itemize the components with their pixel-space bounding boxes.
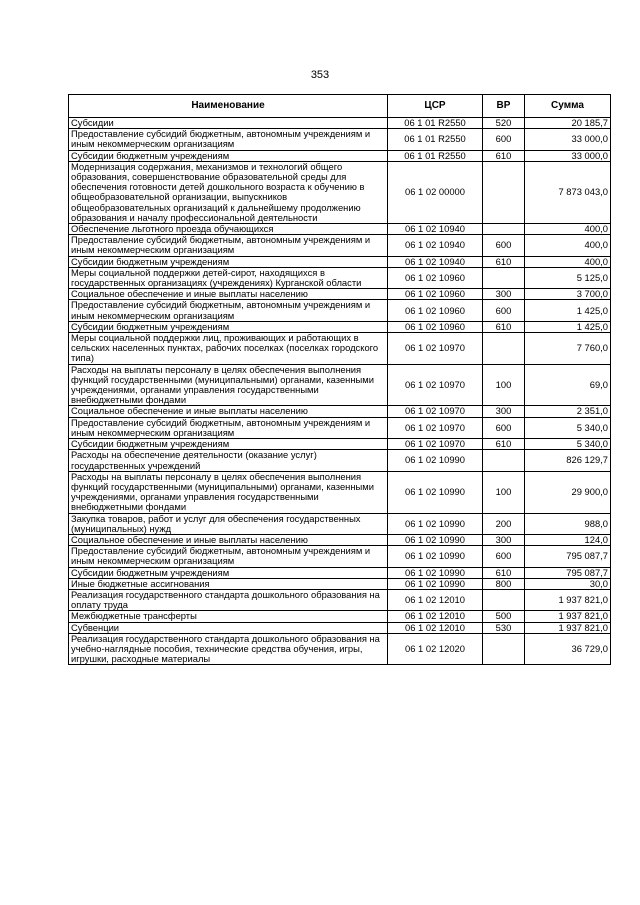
row-sum: 1 425,0: [525, 300, 611, 321]
table-row: [69, 129, 611, 150]
row-vr: 600: [483, 417, 525, 438]
row-vr: [483, 224, 525, 235]
row-name: Меры социальной поддержки детей-сирот, находящихся в государственных организациях (учреждениях) Курганской области: [69, 267, 388, 288]
row-name: Субсидии бюджетным учреждениям: [69, 150, 388, 161]
table-row: [69, 578, 611, 589]
row-vr: 300: [483, 406, 525, 417]
row-name: Субсидии бюджетным учреждениям: [69, 321, 388, 332]
row-csr: 06 1 02 10970: [388, 439, 483, 450]
row-vr: [483, 333, 525, 365]
row-name: Социальное обеспечение и иные выплаты населению: [69, 534, 388, 545]
row-vr: 800: [483, 578, 525, 589]
table-row: [69, 471, 611, 513]
row-csr: 06 1 02 10960: [388, 289, 483, 300]
row-sum: 124,0: [525, 534, 611, 545]
table-row: [69, 633, 611, 665]
row-csr: 06 1 01 R2550: [388, 129, 483, 150]
row-sum: 400,0: [525, 224, 611, 235]
row-vr: [483, 633, 525, 665]
row-sum: 988,0: [525, 513, 611, 534]
row-csr: 06 1 02 12010: [388, 589, 483, 610]
row-sum: 1 937 821,0: [525, 589, 611, 610]
table-row: [69, 567, 611, 578]
row-csr: 06 1 01 R2550: [388, 118, 483, 129]
row-csr: 06 1 02 10990: [388, 450, 483, 471]
table-row: [69, 611, 611, 622]
row-vr: 100: [483, 471, 525, 513]
row-vr: [483, 161, 525, 223]
row-csr: 06 1 02 12010: [388, 622, 483, 633]
row-name: Расходы на обеспечение деятельности (оказание услуг) государственных учреждений: [69, 450, 388, 471]
row-name: Обеспечение льготного проезда обучающихся: [69, 224, 388, 235]
row-csr: 06 1 02 10960: [388, 300, 483, 321]
row-csr: 06 1 02 10960: [388, 321, 483, 332]
row-csr: 06 1 01 R2550: [388, 150, 483, 161]
row-csr: 06 1 02 10940: [388, 235, 483, 256]
row-csr: 06 1 02 10990: [388, 471, 483, 513]
row-sum: 29 900,0: [525, 471, 611, 513]
table-row: [69, 406, 611, 417]
table-row: [69, 534, 611, 545]
table-row: [69, 150, 611, 161]
table-row: [69, 417, 611, 438]
row-csr: 06 1 02 10960: [388, 267, 483, 288]
row-sum: 5 125,0: [525, 267, 611, 288]
row-vr: 100: [483, 364, 525, 406]
row-name: Реализация государственного стандарта дошкольного образования на оплату труда: [69, 589, 388, 610]
header-sum: Сумма: [525, 95, 611, 118]
row-sum: 1 937 821,0: [525, 611, 611, 622]
row-vr: [483, 450, 525, 471]
row-name: Предоставление субсидий бюджетным, автономным учреждениям и иным некоммерческим организациям: [69, 417, 388, 438]
row-name: Предоставление субсидий бюджетным, автономным учреждениям и иным некоммерческим организациям: [69, 235, 388, 256]
page-number: 353: [310, 69, 330, 81]
row-name: Расходы на выплаты персоналу в целях обеспечения выполнения функций государственными (муниципальными) органами, казенными учреждениями, органами управления государственными внебюджетными фондами: [69, 471, 388, 513]
table-row: [69, 321, 611, 332]
row-sum: 33 000,0: [525, 150, 611, 161]
row-sum: 7 760,0: [525, 333, 611, 365]
table-row: [69, 118, 611, 129]
row-csr: 06 1 02 10970: [388, 333, 483, 365]
header-vr: ВР: [483, 95, 525, 118]
row-sum: 20 185,7: [525, 118, 611, 129]
table-header-row: [69, 95, 611, 118]
table-row: [69, 256, 611, 267]
row-name: Субсидии бюджетным учреждениям: [69, 567, 388, 578]
row-csr: 06 1 02 10990: [388, 567, 483, 578]
row-vr: 520: [483, 118, 525, 129]
row-vr: 600: [483, 129, 525, 150]
row-sum: 795 087,7: [525, 567, 611, 578]
row-csr: 06 1 02 12020: [388, 633, 483, 665]
row-vr: 300: [483, 289, 525, 300]
table-row: [69, 235, 611, 256]
row-name: Межбюджетные трансферты: [69, 611, 388, 622]
row-vr: 600: [483, 300, 525, 321]
row-vr: 530: [483, 622, 525, 633]
table-row: [69, 333, 611, 365]
row-name: Предоставление субсидий бюджетным, автономным учреждениям и иным некоммерческим организациям: [69, 129, 388, 150]
table-row: [69, 161, 611, 223]
row-sum: 400,0: [525, 256, 611, 267]
row-name: Социальное обеспечение и иные выплаты населению: [69, 289, 388, 300]
row-name: Иные бюджетные ассигнования: [69, 578, 388, 589]
table-row: [69, 224, 611, 235]
row-name: Закупка товаров, работ и услуг для обеспечения государственных (муниципальных) нужд: [69, 513, 388, 534]
row-sum: 5 340,0: [525, 417, 611, 438]
row-name: Субсидии: [69, 118, 388, 129]
row-name: Предоставление субсидий бюджетным, автономным учреждениям и иным некоммерческим организациям: [69, 300, 388, 321]
row-sum: 400,0: [525, 235, 611, 256]
row-vr: 610: [483, 439, 525, 450]
row-csr: 06 1 02 10940: [388, 224, 483, 235]
row-vr: [483, 589, 525, 610]
table-row: [69, 622, 611, 633]
row-sum: 1 425,0: [525, 321, 611, 332]
row-vr: 610: [483, 256, 525, 267]
row-csr: 06 1 02 10940: [388, 256, 483, 267]
row-vr: 600: [483, 235, 525, 256]
row-name: Социальное обеспечение и иные выплаты населению: [69, 406, 388, 417]
row-csr: 06 1 02 10970: [388, 364, 483, 406]
row-csr: 06 1 02 12010: [388, 611, 483, 622]
row-sum: 5 340,0: [525, 439, 611, 450]
table-row: [69, 289, 611, 300]
row-csr: 06 1 02 10990: [388, 534, 483, 545]
row-sum: 826 129,7: [525, 450, 611, 471]
row-name: Предоставление субсидий бюджетным, автономным учреждениям и иным некоммерческим организациям: [69, 546, 388, 567]
row-csr: 06 1 02 10970: [388, 406, 483, 417]
row-sum: 7 873 043,0: [525, 161, 611, 223]
budget-table: [68, 94, 611, 665]
table-row: [69, 300, 611, 321]
row-vr: 610: [483, 150, 525, 161]
table-row: [69, 546, 611, 567]
row-vr: [483, 267, 525, 288]
table-row: [69, 364, 611, 406]
row-csr: 06 1 02 10990: [388, 546, 483, 567]
row-sum: 795 087,7: [525, 546, 611, 567]
table-row: [69, 513, 611, 534]
table-body: [69, 118, 611, 665]
table-row: [69, 450, 611, 471]
table-row: [69, 439, 611, 450]
row-name: Субсидии бюджетным учреждениям: [69, 256, 388, 267]
row-vr: 300: [483, 534, 525, 545]
row-sum: 69,0: [525, 364, 611, 406]
row-sum: 30,0: [525, 578, 611, 589]
row-csr: 06 1 02 10970: [388, 417, 483, 438]
row-vr: 600: [483, 546, 525, 567]
row-sum: 33 000,0: [525, 129, 611, 150]
header-csr: ЦСР: [388, 95, 483, 118]
header-name: Наименование: [69, 95, 388, 118]
row-csr: 06 1 02 10990: [388, 513, 483, 534]
row-csr: 06 1 02 00000: [388, 161, 483, 223]
row-name: Меры социальной поддержки лиц, проживающих и работающих в сельских населенных пунктах, рабочих поселках (поселках городского типа): [69, 333, 388, 365]
row-vr: 610: [483, 567, 525, 578]
row-name: Модернизация содержания, механизмов и технологий общего образования, совершенствование образовательной среды для обеспечения готовности детей дошкольного возраста к обучению в общеобразовательной организации, выпускников общеобразовательных организаций к дальнейшему продолжению образования и началу профессиональной деятельности: [69, 161, 388, 223]
row-vr: 500: [483, 611, 525, 622]
row-csr: 06 1 02 10990: [388, 578, 483, 589]
row-vr: 200: [483, 513, 525, 534]
row-name: Расходы на выплаты персоналу в целях обеспечения выполнения функций государственными (муниципальными) органами, казенными учреждениями, органами управления государственными внебюджетными фондами: [69, 364, 388, 406]
row-sum: 1 937 821,0: [525, 622, 611, 633]
table-row: [69, 589, 611, 610]
row-sum: 3 700,0: [525, 289, 611, 300]
row-sum: 2 351,0: [525, 406, 611, 417]
table-row: [69, 267, 611, 288]
row-sum: 36 729,0: [525, 633, 611, 665]
row-vr: 610: [483, 321, 525, 332]
row-name: Субвенции: [69, 622, 388, 633]
row-name: Реализация государственного стандарта дошкольного образования на учебно-наглядные пособия, технические средства обучения, игры, игрушки, расходные материалы: [69, 633, 388, 665]
row-name: Субсидии бюджетным учреждениям: [69, 439, 388, 450]
